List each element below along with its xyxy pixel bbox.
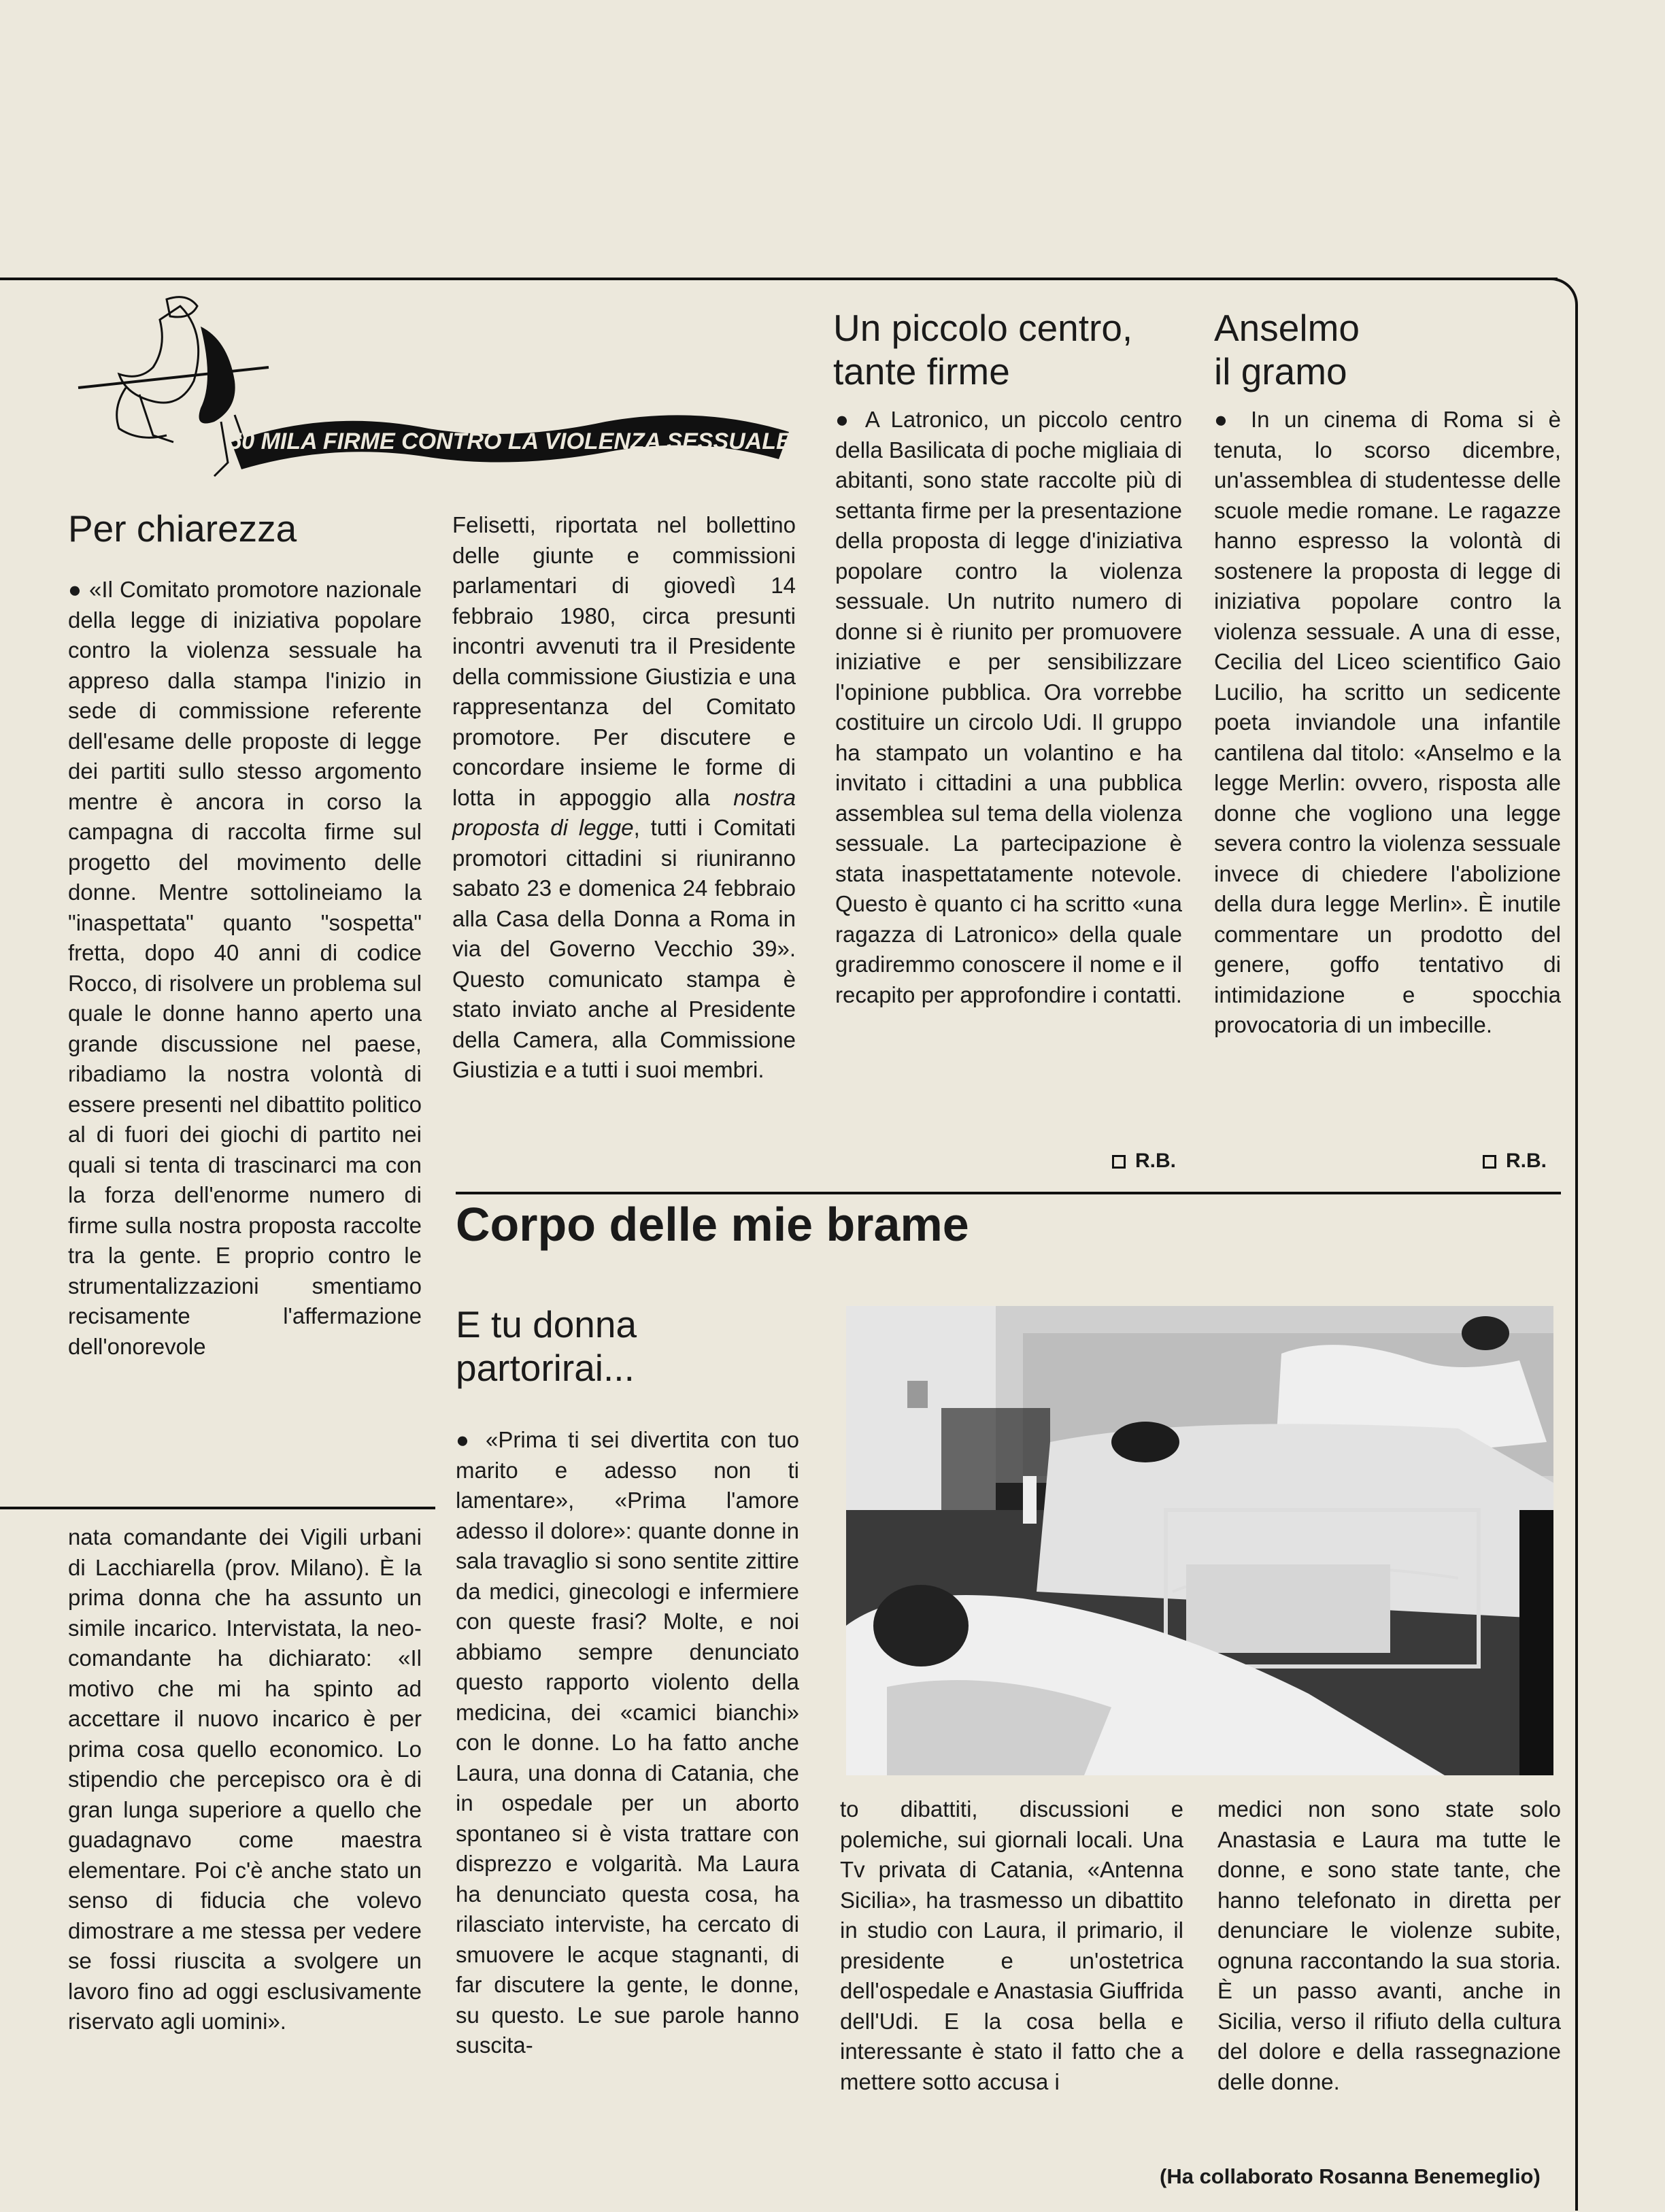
signature-text: R.B. xyxy=(1506,1150,1547,1172)
frame-corner xyxy=(1544,278,1578,312)
article-body-text: to dibattiti, discussioni e polemiche, sui giornali locali. Una Tv privata di Catania, «Antenna Sicilia», ha trasmesso un dibattito in studio con Laura, il primario, il presidente e un'ostetrica dell'ospedale e Anastasia Giuffrida dell'Udi. E la cosa bella e interessante è stato il fatto che a mettere sotto accusa i xyxy=(840,1796,1183,2094)
article-title-partorirai: E tu donna partorirai... xyxy=(456,1303,637,1389)
frame-right-rule xyxy=(1575,306,1578,2211)
article-body-text: «Prima ti sei divertita con tuo marito e adesso non ti lamentare», «Prima l'amore adesso il dolore»: quante donne in sala travaglio si sono sentite zittire da medici, ginecologi e infermiere con queste frasi? Molte, e noi abbiamo sempre denunciato questo rapporto violento della medicina, dei «camici bianchi» con le donne. Lo ha fatto anche Laura, una donna di Catania, che in ospedale per un aborto spontaneo si è vista trattare con disprezzo e volgarità. Ma Laura ha denunciato questa cosa, ha rilasciato interviste, ha cercato di smuovere le acque stagnanti, di far discutere la gente, le donne, su questo. Le sue parole hanno suscita- xyxy=(456,1427,800,2058)
article-title-anselmo: Anselmo il gramo xyxy=(1214,307,1360,392)
continued-article xyxy=(68,1522,422,2037)
photo-illustration xyxy=(846,1306,1553,1775)
continuation-rule xyxy=(0,1507,435,1509)
bullet-icon: ● xyxy=(456,1427,475,1452)
frame-top-rule xyxy=(0,278,1558,280)
article-anselmo-body xyxy=(1214,405,1561,1041)
signature-rb xyxy=(1112,1150,1176,1173)
article-body-text: medici non sono state solo Anastasia e Laura ma tutte le donne, e sono state tante, che hanno telefonato in diretta per denunciare le violenze subite, ognuna raccontando la sua storia. È un passo avanti, anche in Sicilia, verso il rifiuto della cultura del dolore e della rassegnazione delle donne. xyxy=(1217,1796,1561,2094)
box-icon xyxy=(1483,1155,1496,1169)
article-body-emphasis: nostra proposta di legge xyxy=(452,784,796,840)
section-title: Corpo delle mie brame xyxy=(456,1198,969,1251)
article-title-piccolo-centro: Un piccolo centro, tante firme xyxy=(833,307,1133,392)
article-partorirai-col3 xyxy=(1217,1794,1561,2097)
article-body-text: Felisetti, riportata nel bollettino delle giunte e commissioni parlamentari di giovedì 14 febbraio 1980, circa presunti incontri avvenuti tra il Presidente della commissione Giustizia e una rappresentanza del Comitato promotore. Per discutere e concordare insieme le forme di lotta in appoggio alla xyxy=(452,512,796,810)
collaboration-credit: (Ha collaborato Rosanna Benemeglio) xyxy=(1160,2164,1541,2188)
bullet-icon: ● xyxy=(68,577,82,602)
section-rule xyxy=(456,1192,1561,1194)
article-title-per-chiarezza: Per chiarezza xyxy=(68,507,297,550)
hospital-ward-photo xyxy=(846,1306,1553,1775)
article-partorirai-col1 xyxy=(456,1425,799,2061)
campaign-banner xyxy=(224,395,796,476)
signature-rb xyxy=(1483,1150,1547,1173)
article-body-text: «Il Comitato promotore nazionale della legge di iniziativa popolare contro la violenza sessuale ha appreso dalla stampa l'inizio in sede di commissione referente dell'esame delle proposte di legge dei partiti sullo stesso argomento mentre è ancora in corso la campagna di raccolta firme sul progetto del movimento delle donne. Mentre sottolineiamo la "inaspettata" quanto "sospetta" fretta, dopo 40 anni di codice Rocco, di risolvere un problema sul quale le donne hanno aperto una grande discussione nel paese, ribadiamo la nostra volontà di essere presenti nel dibattito politico al di fuori dei giochi di partito nei quali si tenta di trascinarci ma con la forza dell'enorme numero di firme sulla nostra proposta raccolte tra la gente. E proprio contro le strumentalizzazioni smentiamo recisamente l'affermazione dell'onorevole xyxy=(68,577,422,1359)
article-per-chiarezza-col1 xyxy=(68,575,422,1362)
article-body-text: nata comandante dei Vigili urbani di Lacchiarella (prov. Milano). È la prima donna che ha assunto un simile incarico. Intervistata, la neo-comandante ha dichiarato: «Il motivo che mi ha spinto ad accettare il nuovo incarico è per prima cosa quello economico. Lo stipendio che percepisco ora è di gran lunga superiore a quello che guadagnavo come maestra elementare. Poi c'è anche stato un senso di fiducia che volevo dimostrare a me stessa per vedere se fossi riuscita a svolgere un lavoro fino ad oggi esclusivamente riservato agli uomini». xyxy=(68,1524,422,2034)
article-per-chiarezza-col2 xyxy=(452,510,796,1086)
article-partorirai-col2 xyxy=(840,1794,1183,2097)
signature-text: R.B. xyxy=(1135,1150,1176,1172)
bullet-icon: ● xyxy=(835,407,855,432)
box-icon xyxy=(1112,1155,1126,1169)
article-body-text: A Latronico, un piccolo centro della Basilicata di poche migliaia di abitanti, sono state raccolte più di settanta firme per la presentazione della proposta di legge d'iniziativa popolare contro la violenza sessuale. Un nutrito numero di donne si è riunito per promuovere iniziative e per sensibilizzare l'opinione pubblica. Ora vorrebbe costituire un circolo Udi. Il gruppo ha stampato un volantino e ha invitato i cittadini a una pubblica assemblea sul tema della violenza sessuale. La partecipazione è stata inaspettatamente notevole. Questo è quanto ci ha scritto «una ragazza di Latronico» della quale gradiremmo conoscere il nome e il recapito per approfondire i contatti. xyxy=(835,407,1182,1007)
article-piccolo-centro-body xyxy=(835,405,1182,1010)
banner-text: 50 MILA FIRME CONTRO LA VIOLENZA SESSUALE xyxy=(229,429,792,454)
bullet-icon: ● xyxy=(1214,407,1237,432)
article-body-text: , tutti i Comitati promotori cittadini si riuniranno sabato 23 e domenica 24 febbraio alla Casa della Donna a Roma in via del Governo Vecchio 39». Questo comunicato stampa è stato inviato anche al Presidente della Camera, alla Commissione Giustizia e a tutti i suoi membri. xyxy=(452,815,796,1082)
article-body-text: In un cinema di Roma si è tenuta, lo scorso dicembre, un'assemblea di studentesse delle scuole medie romane. Le ragazze hanno espresso la volontà di sostenere la proposta di legge di iniziativa popolare contro la violenza sessuale. A una di esse, Cecilia del Liceo scientifico Gaio Lucilio, ha scritto un sedicente poeta inviandole una infantile cantilena dal titolo: «Anselmo e la legge Merlin: ovvero, risposta alle donne che vogliono una legge severa contro la violenza sessuale invece di chiedere l'abolizione della dura legge Merlin». È inutile commentare un prodotto del genere, goffo tentativo di intimidazione e spocchia provocatoria di un imbecille. xyxy=(1214,407,1561,1037)
